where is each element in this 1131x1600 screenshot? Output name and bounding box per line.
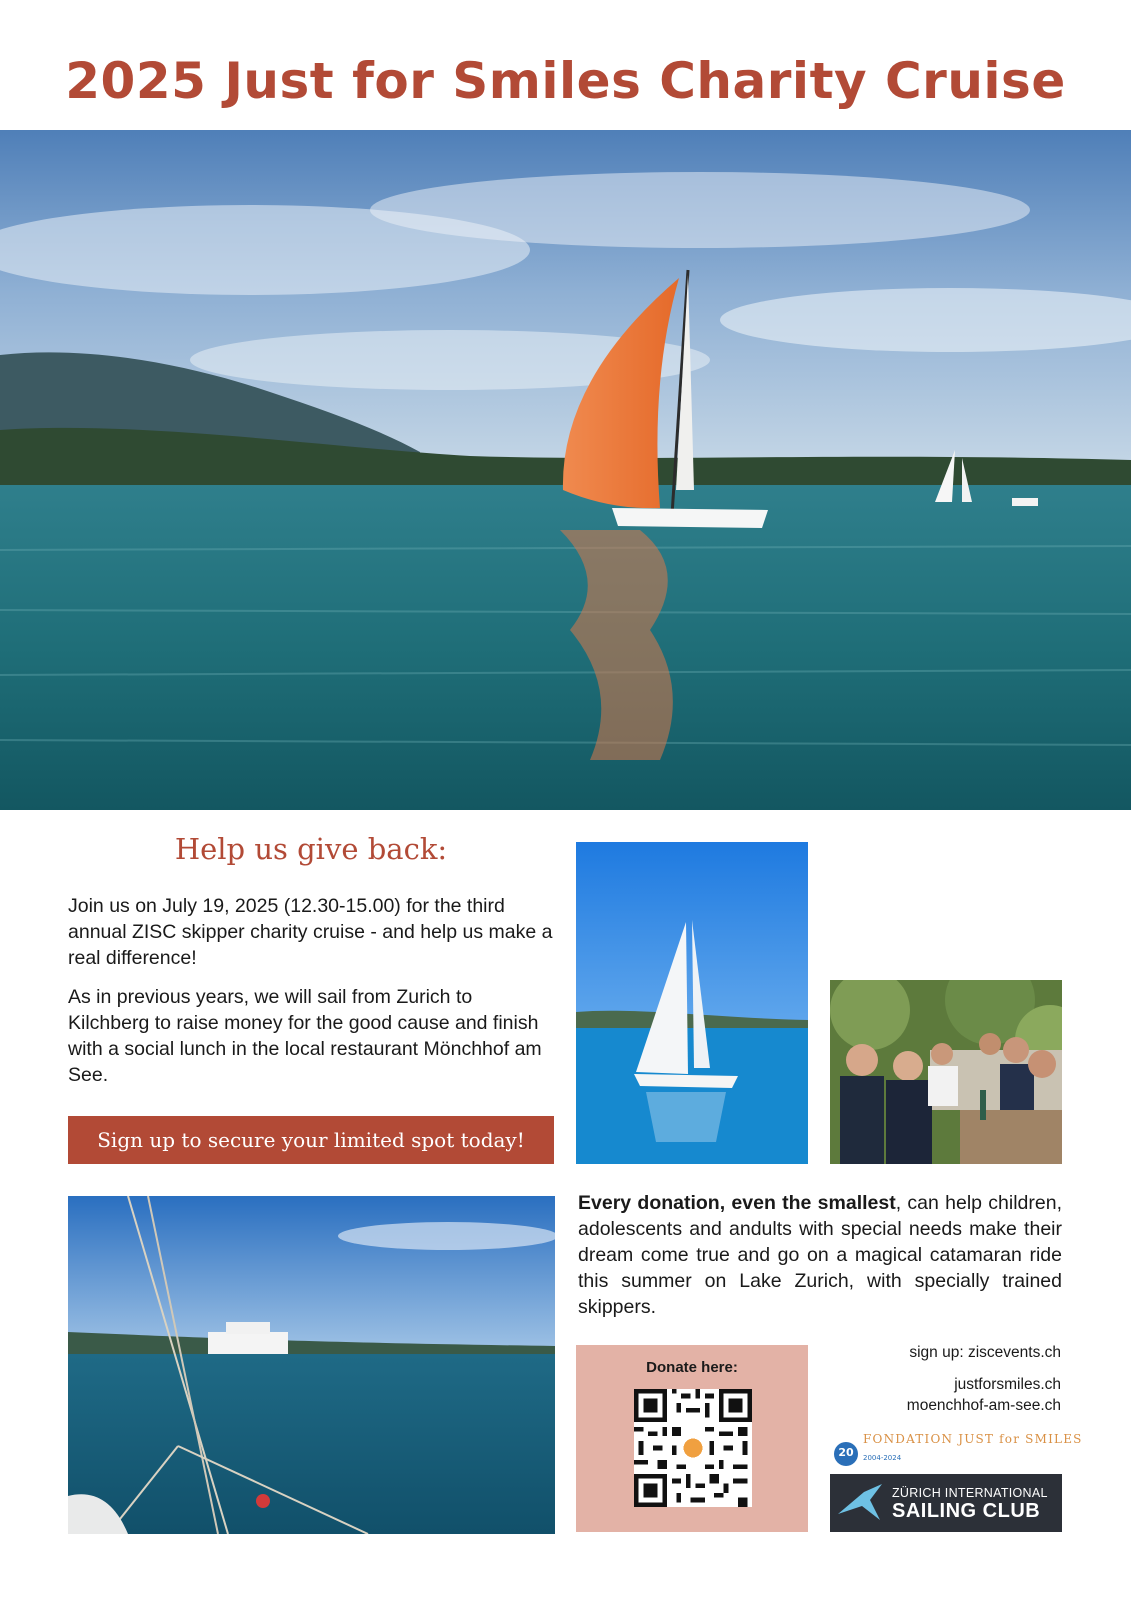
zisc-logo	[830, 1474, 1062, 1532]
jfs-logo-name: FONDATION JUST for SMILES	[863, 1432, 1083, 1446]
donation-text	[578, 1190, 1062, 1320]
donation-bold-lead: Every donation, even the smallest	[578, 1192, 896, 1214]
just-for-smiles-logo	[833, 1430, 1083, 1470]
zisc-line1: ZÜRICH INTERNATIONAL	[892, 1486, 1048, 1500]
signup-button[interactable]: Sign up to secure your limited spot today!	[68, 1116, 554, 1164]
donate-box	[576, 1345, 808, 1532]
donate-qr-code[interactable]	[634, 1389, 752, 1507]
route-paragraph: As in previous years, we will sail from Zurich to Kilchberg to raise money for the good cause and finish with a social lunch in the local restaurant Mönchhof am See.	[68, 986, 542, 1086]
ferry-photo	[68, 1196, 555, 1534]
jfs-logo-years: 2004-2024	[863, 1454, 902, 1462]
sailboat-photo	[576, 842, 808, 1164]
donate-label: Donate here:	[646, 1359, 738, 1376]
donation-body: , can help children, adolescents and andults with special needs make their dream come true and go on a magical catamaran ride this summer on Lake Zurich, with specially trained skippers.	[578, 1192, 1063, 1318]
swallow-icon	[830, 1474, 890, 1532]
page-title: 2025 Just for Smiles Charity Cruise	[65, 52, 1066, 110]
group-lunch-photo	[830, 980, 1062, 1164]
jfs-link[interactable]: justforsmiles.ch	[954, 1376, 1061, 1393]
intro-paragraph: Join us on July 19, 2025 (12.30-15.00) for the third annual ZISC skipper charity cruise - and help us make a real difference!	[68, 895, 553, 969]
zisc-line2: SAILING CLUB	[892, 1500, 1041, 1522]
signup-link[interactable]: sign up: ziscevents.ch	[909, 1344, 1061, 1361]
hero-sailboat-photo	[0, 130, 1131, 810]
jfs-badge-text: 20	[838, 1446, 854, 1459]
section-heading: Help us give back:	[174, 832, 448, 866]
moenchhof-link[interactable]: moenchhof-am-see.ch	[906, 1397, 1061, 1414]
